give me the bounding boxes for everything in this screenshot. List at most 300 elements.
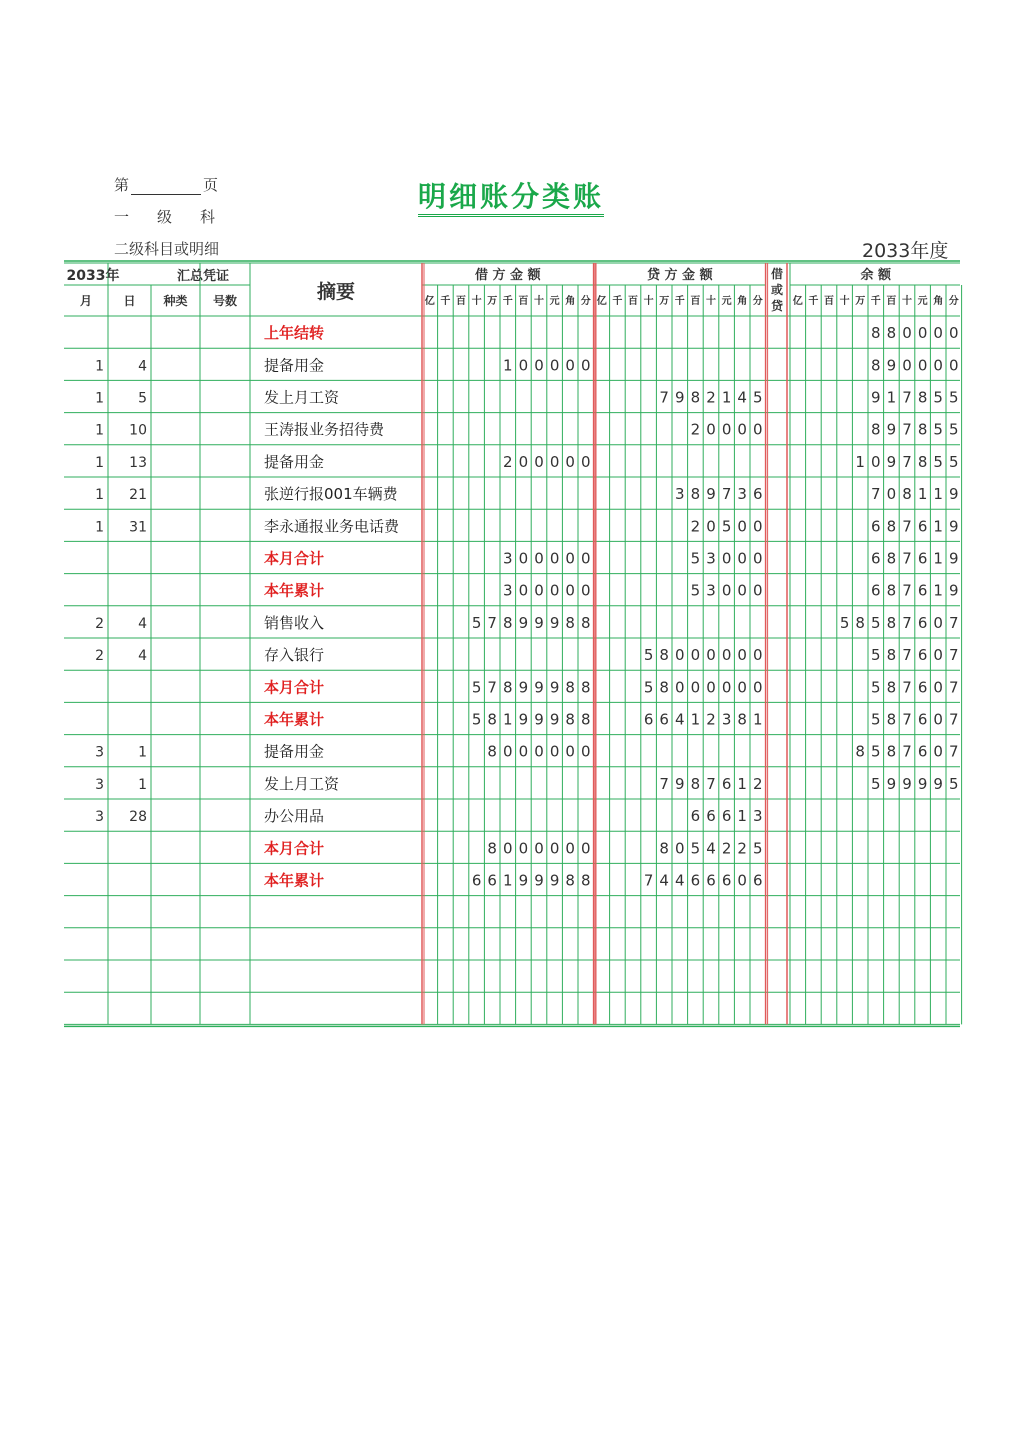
balance-digit: 0 — [933, 710, 943, 729]
credit-digit: 0 — [721, 549, 732, 568]
credit-digit: 2 — [706, 710, 716, 729]
month-cell: 1 — [95, 454, 104, 471]
number-header: 号数 — [212, 294, 238, 308]
credit-digit: 1 — [753, 710, 763, 729]
credit-digit: 8 — [690, 485, 701, 504]
credit-digit: 9 — [675, 388, 685, 407]
debit-digit: 9 — [518, 613, 529, 632]
debit-digit: 0 — [581, 356, 591, 375]
ledger-title: 明细账分类账 — [418, 180, 604, 217]
balance-digit: 7 — [902, 646, 912, 665]
debit-digit: 6 — [471, 871, 482, 890]
balance-digit: 6 — [917, 678, 928, 697]
debit-digit: 9 — [549, 871, 560, 890]
balance-digit: 9 — [886, 356, 897, 375]
balance-digit: 7 — [902, 581, 912, 600]
balance-digit: 8 — [917, 420, 928, 439]
summary-cell: 本月合计 — [264, 839, 325, 858]
debit-digit: 8 — [565, 710, 575, 729]
month-cell: 3 — [95, 776, 104, 793]
balance-digit: 7 — [902, 613, 912, 632]
credit-digit: 2 — [690, 420, 701, 439]
balance-digit: 8 — [886, 742, 897, 761]
credit-digit: 6 — [643, 710, 654, 729]
credit-digit: 3 — [753, 807, 763, 826]
balance-unit-label: 十 — [902, 296, 912, 307]
day-cell: 31 — [129, 519, 147, 536]
month-cell: 1 — [95, 358, 104, 375]
credit-digit: 6 — [706, 807, 716, 826]
debit-header: 借 方 金 额 — [475, 268, 541, 283]
debit-digit: 5 — [471, 678, 482, 697]
debit-digit: 0 — [565, 452, 575, 471]
balance-digit: 0 — [902, 324, 912, 343]
credit-digit: 6 — [659, 710, 669, 729]
day-cell: 4 — [138, 615, 147, 632]
credit-digit: 0 — [753, 549, 763, 568]
month-cell: 2 — [95, 615, 104, 632]
credit-digit: 0 — [753, 517, 763, 536]
summary-cell: 提备用金 — [264, 452, 325, 471]
debit-digit: 0 — [549, 356, 560, 375]
credit-digit: 0 — [706, 420, 716, 439]
balance-digit: 6 — [917, 581, 928, 600]
debit-digit: 0 — [534, 742, 544, 761]
balance-digit: 5 — [871, 742, 881, 761]
balance-digit: 1 — [933, 549, 943, 568]
summary-cell: 李永通报业务电话费 — [264, 517, 400, 536]
debit-digit: 0 — [549, 839, 560, 858]
debit-digit: 0 — [565, 742, 575, 761]
summary-cell: 发上月工资 — [264, 774, 340, 793]
month-cell: 2 — [95, 648, 104, 665]
credit-digit: 0 — [706, 646, 716, 665]
credit-unit-label: 十 — [643, 296, 654, 307]
debit-digit: 0 — [549, 549, 560, 568]
summary-cell: 本年累计 — [264, 871, 325, 890]
debit-digit: 8 — [503, 613, 513, 632]
balance-digit: 6 — [871, 517, 881, 536]
day-header: 日 — [123, 294, 136, 308]
balance-digit: 8 — [886, 324, 897, 343]
day-cell: 1 — [138, 776, 147, 793]
credit-digit: 8 — [690, 774, 701, 793]
balance-digit: 5 — [949, 420, 959, 439]
credit-digit: 0 — [690, 646, 701, 665]
credit-digit: 6 — [690, 871, 701, 890]
debit-unit-label: 百 — [518, 296, 529, 307]
debit-digit: 8 — [565, 871, 575, 890]
balance-digit: 9 — [886, 452, 897, 471]
credit-digit: 2 — [721, 839, 732, 858]
debit-digit: 8 — [487, 710, 497, 729]
credit-unit-label: 百 — [690, 296, 701, 307]
credit-unit-label: 百 — [628, 296, 638, 307]
summary-cell: 本年累计 — [264, 710, 325, 729]
balance-digit: 8 — [871, 420, 881, 439]
level1-char-2: 级 — [157, 208, 177, 226]
balance-digit: 7 — [949, 613, 959, 632]
credit-digit: 5 — [753, 839, 763, 858]
credit-digit: 9 — [675, 774, 685, 793]
balance-unit-label: 亿 — [792, 296, 803, 307]
summary-cell: 存入银行 — [264, 646, 325, 665]
debit-digit: 8 — [581, 710, 591, 729]
balance-digit: 8 — [917, 452, 928, 471]
balance-digit: 0 — [933, 678, 943, 697]
level2-subject-label: 二级科目或明细 — [114, 240, 220, 258]
debit-unit-label: 十 — [534, 296, 544, 307]
balance-digit: 6 — [917, 646, 928, 665]
balance-digit: 9 — [949, 581, 959, 600]
credit-digit: 9 — [706, 485, 716, 504]
balance-digit: 8 — [886, 710, 897, 729]
summary-cell: 办公用品 — [264, 807, 325, 826]
balance-unit-label: 千 — [808, 296, 819, 307]
summary-cell: 上年结转 — [264, 324, 325, 343]
debit-digit: 0 — [534, 549, 544, 568]
balance-digit: 5 — [871, 613, 881, 632]
balance-digit: 9 — [949, 485, 959, 504]
credit-digit: 4 — [737, 388, 747, 407]
balance-digit: 1 — [933, 581, 943, 600]
balance-digit: 7 — [902, 710, 912, 729]
credit-unit-label: 元 — [721, 296, 732, 307]
summary-header: 摘要 — [316, 281, 356, 303]
debit-digit: 0 — [581, 742, 591, 761]
debit-digit: 5 — [471, 613, 482, 632]
credit-digit: 6 — [721, 774, 732, 793]
credit-unit-label: 万 — [659, 296, 670, 307]
credit-digit: 6 — [721, 871, 732, 890]
debit-digit: 0 — [518, 581, 529, 600]
credit-digit: 5 — [690, 839, 701, 858]
credit-digit: 2 — [706, 388, 716, 407]
balance-header: 余 额 — [860, 268, 892, 283]
day-cell: 5 — [138, 390, 147, 407]
month-cell: 1 — [95, 519, 104, 536]
balance-digit: 7 — [902, 420, 912, 439]
debit-unit-label: 千 — [502, 296, 513, 307]
credit-digit: 6 — [753, 485, 763, 504]
balance-digit: 8 — [917, 388, 928, 407]
debit-digit: 0 — [581, 839, 591, 858]
debit-digit: 0 — [565, 581, 575, 600]
debit-digit: 9 — [534, 710, 544, 729]
debit-digit: 0 — [534, 581, 544, 600]
debit-digit: 6 — [487, 871, 497, 890]
credit-digit: 7 — [706, 774, 716, 793]
balance-digit: 7 — [949, 742, 959, 761]
balance-digit: 9 — [933, 774, 943, 793]
balance-digit: 5 — [933, 420, 943, 439]
debit-digit: 3 — [503, 581, 513, 600]
debit-digit: 0 — [565, 839, 575, 858]
credit-digit: 1 — [737, 774, 747, 793]
debit-digit: 0 — [518, 452, 529, 471]
credit-digit: 3 — [706, 549, 716, 568]
balance-digit: 9 — [917, 774, 928, 793]
credit-digit: 0 — [690, 678, 701, 697]
balance-digit: 0 — [933, 613, 943, 632]
balance-digit: 0 — [933, 742, 943, 761]
credit-digit: 6 — [706, 871, 716, 890]
day-cell: 21 — [129, 487, 147, 504]
credit-digit: 0 — [753, 678, 763, 697]
credit-digit: 8 — [659, 839, 669, 858]
debit-digit: 0 — [549, 581, 560, 600]
credit-digit: 3 — [737, 485, 747, 504]
summary-cell: 王涛报业务招待费 — [264, 420, 385, 439]
credit-unit-label: 角 — [737, 296, 748, 307]
debit-digit: 5 — [471, 710, 482, 729]
debit-digit: 9 — [518, 871, 529, 890]
balance-digit: 0 — [949, 324, 959, 343]
credit-digit: 0 — [737, 646, 747, 665]
debit-digit: 0 — [534, 452, 544, 471]
credit-digit: 1 — [690, 710, 701, 729]
day-cell: 4 — [138, 648, 147, 665]
balance-digit: 8 — [902, 485, 912, 504]
debit-digit: 7 — [487, 678, 497, 697]
balance-unit-label: 百 — [886, 296, 897, 307]
credit-unit-label: 千 — [674, 296, 685, 307]
balance-digit: 5 — [949, 452, 959, 471]
balance-unit-label: 百 — [824, 296, 834, 307]
balance-digit: 0 — [949, 356, 959, 375]
dc-flag-header: 或 — [770, 283, 784, 297]
balance-digit: 8 — [855, 742, 865, 761]
debit-digit: 2 — [503, 452, 513, 471]
credit-digit: 0 — [753, 646, 763, 665]
debit-digit: 0 — [518, 356, 529, 375]
balance-digit: 9 — [949, 517, 959, 536]
credit-digit: 5 — [721, 517, 732, 536]
day-cell: 10 — [129, 422, 147, 439]
credit-digit: 7 — [659, 388, 669, 407]
balance-digit: 1 — [855, 452, 865, 471]
credit-digit: 0 — [753, 581, 763, 600]
balance-digit: 7 — [902, 452, 912, 471]
balance-digit: 9 — [949, 549, 959, 568]
credit-unit-label: 分 — [752, 296, 763, 307]
balance-digit: 5 — [933, 452, 943, 471]
credit-digit: 8 — [659, 646, 669, 665]
debit-digit: 8 — [581, 678, 591, 697]
balance-digit: 0 — [933, 324, 943, 343]
credit-digit: 0 — [737, 549, 747, 568]
credit-digit: 0 — [721, 420, 732, 439]
credit-digit: 2 — [737, 839, 747, 858]
credit-digit: 6 — [690, 807, 701, 826]
credit-digit: 0 — [737, 581, 747, 600]
credit-digit: 8 — [690, 388, 701, 407]
balance-digit: 8 — [886, 581, 897, 600]
month-cell: 1 — [95, 487, 104, 504]
balance-digit: 5 — [871, 678, 881, 697]
balance-unit-label: 十 — [839, 296, 850, 307]
debit-digit: 1 — [503, 710, 513, 729]
balance-digit: 7 — [902, 549, 912, 568]
summary-cell: 本年累计 — [264, 581, 325, 600]
balance-digit: 9 — [871, 388, 881, 407]
month-cell: 1 — [95, 422, 104, 439]
balance-digit: 6 — [917, 613, 928, 632]
balance-digit: 9 — [886, 774, 897, 793]
balance-digit: 7 — [902, 517, 912, 536]
credit-digit: 0 — [721, 581, 732, 600]
debit-digit: 0 — [581, 452, 591, 471]
credit-digit: 0 — [721, 646, 732, 665]
debit-digit: 0 — [503, 839, 513, 858]
credit-digit: 3 — [706, 581, 716, 600]
balance-digit: 5 — [933, 388, 943, 407]
balance-digit: 8 — [886, 678, 897, 697]
credit-digit: 0 — [753, 420, 763, 439]
debit-digit: 0 — [565, 549, 575, 568]
debit-digit: 8 — [581, 613, 591, 632]
summary-cell: 本月合计 — [264, 678, 325, 697]
balance-digit: 6 — [917, 517, 928, 536]
balance-digit: 8 — [886, 613, 897, 632]
kind-header: 种类 — [163, 294, 188, 308]
balance-digit: 7 — [949, 710, 959, 729]
balance-digit: 1 — [886, 388, 897, 407]
balance-digit: 6 — [871, 581, 881, 600]
debit-digit: 0 — [518, 742, 529, 761]
credit-digit: 0 — [706, 678, 716, 697]
debit-digit: 7 — [487, 613, 497, 632]
level1-char-1: 一 — [114, 208, 134, 226]
credit-digit: 0 — [737, 420, 747, 439]
debit-unit-label: 元 — [549, 296, 560, 307]
balance-digit: 1 — [933, 485, 943, 504]
balance-digit: 0 — [917, 356, 928, 375]
credit-unit-label: 十 — [706, 296, 716, 307]
credit-digit: 4 — [659, 871, 669, 890]
credit-digit: 3 — [675, 485, 685, 504]
credit-digit: 4 — [675, 871, 685, 890]
page-prefix: 第 — [114, 176, 130, 194]
debit-unit-label: 亿 — [424, 296, 435, 307]
debit-digit: 0 — [518, 839, 529, 858]
debit-digit: 9 — [549, 710, 560, 729]
debit-digit: 0 — [581, 549, 591, 568]
dc-flag-header: 借 — [770, 267, 784, 281]
balance-digit: 0 — [933, 356, 943, 375]
summary-cell: 本月合计 — [264, 549, 325, 568]
debit-digit: 3 — [503, 549, 513, 568]
balance-digit: 8 — [886, 646, 897, 665]
balance-unit-label: 元 — [917, 296, 928, 307]
balance-unit-label: 千 — [870, 296, 881, 307]
year-header: 2033年 — [66, 268, 120, 284]
credit-digit: 5 — [753, 388, 763, 407]
debit-digit: 9 — [549, 613, 560, 632]
credit-digit: 5 — [690, 549, 701, 568]
debit-digit: 0 — [581, 581, 591, 600]
balance-unit-label: 万 — [855, 296, 866, 307]
debit-digit: 0 — [534, 356, 544, 375]
credit-digit: 2 — [753, 774, 763, 793]
credit-digit: 0 — [675, 839, 685, 858]
balance-digit: 5 — [949, 774, 959, 793]
credit-digit: 5 — [643, 646, 654, 665]
debit-unit-label: 十 — [471, 296, 482, 307]
credit-digit: 6 — [721, 807, 732, 826]
balance-digit: 7 — [902, 388, 912, 407]
debit-digit: 9 — [534, 871, 544, 890]
debit-digit: 8 — [487, 839, 497, 858]
balance-digit: 8 — [871, 356, 881, 375]
debit-unit-label: 百 — [456, 296, 466, 307]
balance-digit: 9 — [902, 774, 912, 793]
balance-digit: 6 — [871, 549, 881, 568]
credit-digit: 3 — [721, 710, 732, 729]
balance-digit: 8 — [886, 517, 897, 536]
balance-digit: 0 — [902, 356, 912, 375]
credit-digit: 2 — [690, 517, 701, 536]
credit-digit: 7 — [659, 774, 669, 793]
balance-digit: 8 — [855, 613, 865, 632]
credit-unit-label: 千 — [612, 296, 623, 307]
credit-digit: 4 — [675, 710, 685, 729]
balance-digit: 5 — [871, 774, 881, 793]
summary-cell: 提备用金 — [264, 356, 325, 375]
debit-digit: 9 — [518, 710, 529, 729]
credit-digit: 4 — [706, 839, 716, 858]
balance-digit: 7 — [871, 485, 881, 504]
credit-digit: 1 — [721, 388, 732, 407]
credit-digit: 7 — [643, 871, 654, 890]
balance-digit: 0 — [871, 452, 881, 471]
day-cell: 1 — [138, 744, 147, 761]
balance-digit: 0 — [933, 646, 943, 665]
summary-cell: 销售收入 — [264, 613, 325, 632]
balance-digit: 9 — [886, 420, 897, 439]
summary-cell: 发上月工资 — [264, 388, 340, 407]
day-cell: 28 — [129, 809, 147, 826]
page-suffix: 页 — [203, 176, 219, 194]
credit-digit: 0 — [675, 678, 685, 697]
credit-digit: 0 — [737, 871, 747, 890]
debit-digit: 8 — [487, 742, 497, 761]
debit-digit: 9 — [534, 613, 544, 632]
balance-digit: 7 — [949, 646, 959, 665]
balance-digit: 7 — [902, 742, 912, 761]
debit-digit: 8 — [565, 678, 575, 697]
credit-digit: 1 — [737, 807, 747, 826]
balance-digit: 0 — [917, 324, 928, 343]
debit-unit-label: 分 — [580, 296, 591, 307]
debit-unit-label: 千 — [440, 296, 451, 307]
debit-digit: 9 — [534, 678, 544, 697]
debit-unit-label: 角 — [565, 296, 576, 307]
balance-digit: 7 — [902, 678, 912, 697]
debit-digit: 8 — [503, 678, 513, 697]
credit-digit: 8 — [737, 710, 747, 729]
balance-digit: 5 — [871, 710, 881, 729]
balance-unit-label: 分 — [948, 296, 959, 307]
credit-digit: 0 — [675, 646, 685, 665]
voucher-header: 汇总凭证 — [176, 269, 230, 284]
balance-digit: 0 — [886, 485, 897, 504]
balance-digit: 5 — [839, 613, 850, 632]
balance-unit-label: 角 — [933, 296, 944, 307]
balance-digit: 6 — [917, 710, 928, 729]
balance-digit: 1 — [917, 485, 928, 504]
day-cell: 13 — [129, 454, 147, 471]
